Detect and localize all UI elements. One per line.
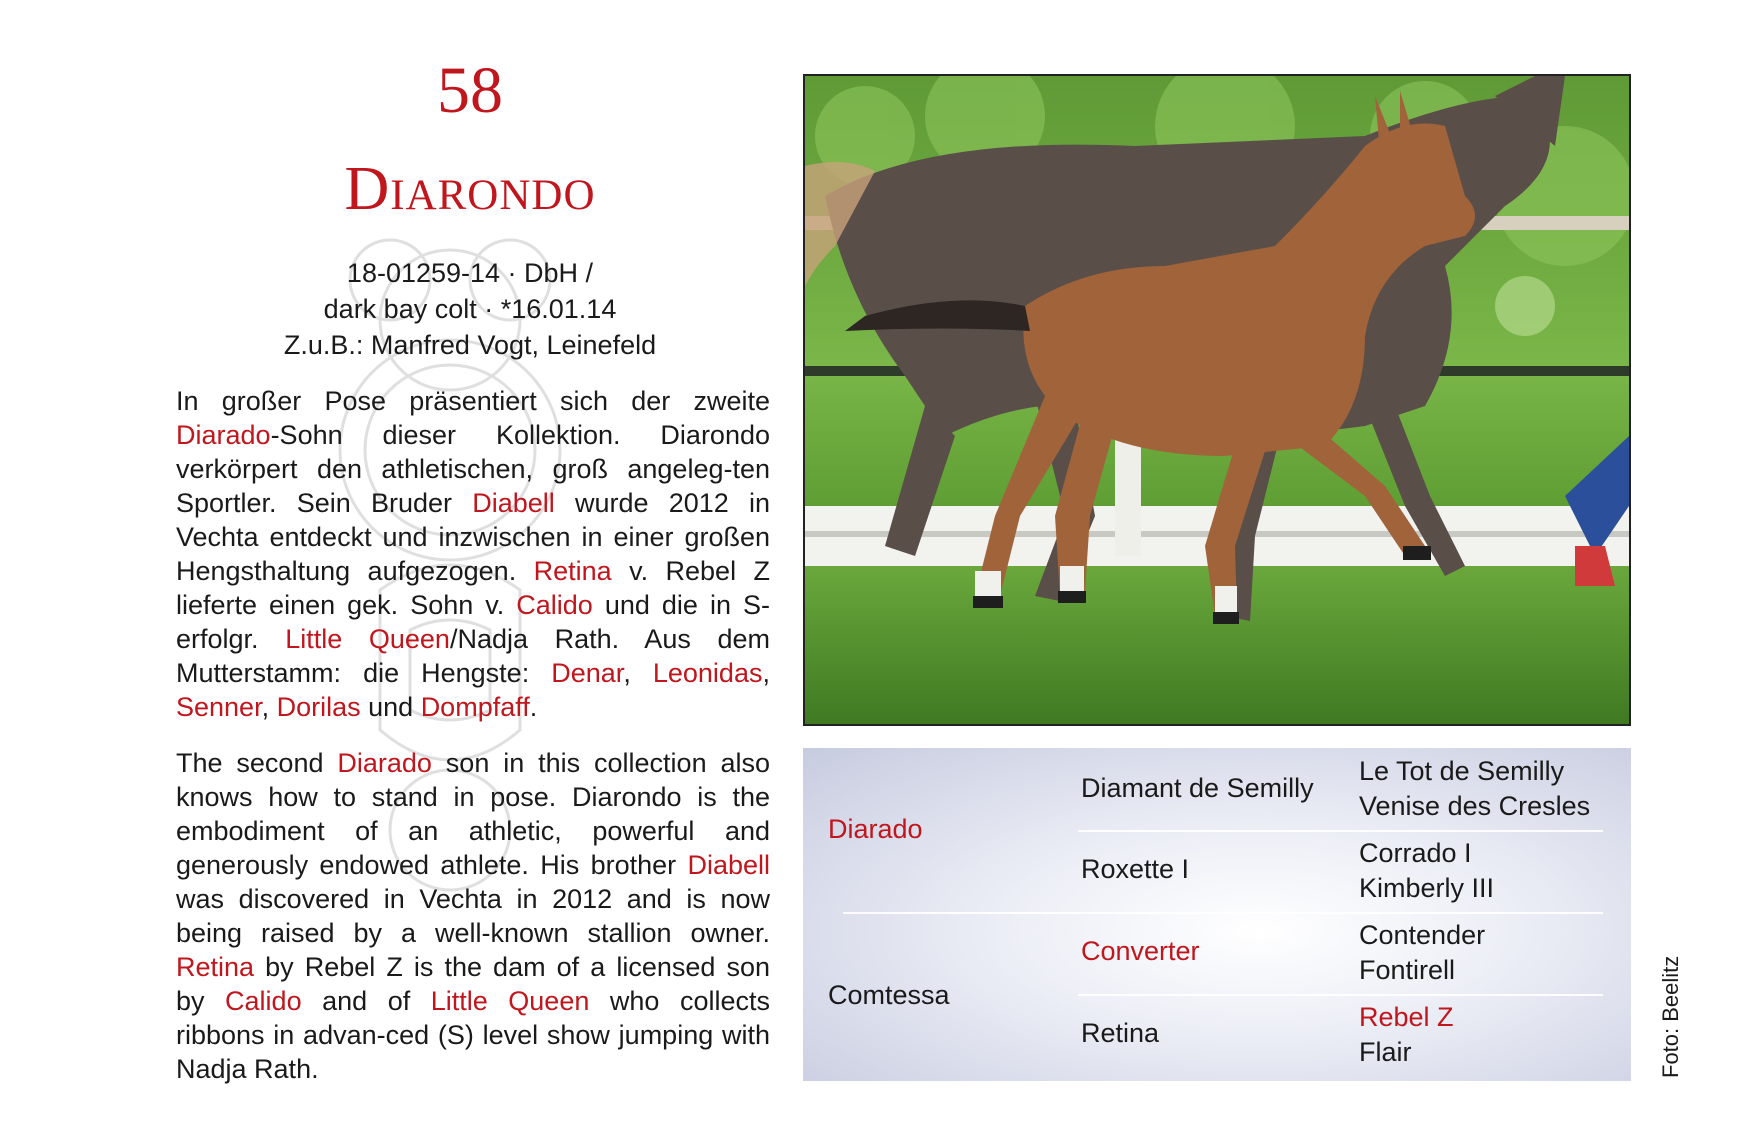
color-birthdate-line: dark bay colt · *16.01.14 [323,294,617,324]
text-segment: und [360,692,421,722]
text-segment: by Rebel Z is the dam of a licensed son by [176,952,770,1016]
pedigree-divider [843,912,1603,914]
horse-photo [803,74,1631,726]
horse-link-diarado: Diarado [337,748,432,778]
photo-illustration [805,76,1629,724]
horse-link-retina: Retina [533,556,612,586]
registration-line: 18-01259-14 · DbH / [346,258,594,288]
pedigree-g3-sss: Le Tot de Semilly [1359,756,1565,786]
pedigree-divider [1078,830,1603,832]
pedigree-dam-dam: Retina [1081,1018,1160,1048]
pedigree-g3-sdd: Kimberly III [1359,873,1495,903]
pedigree-sire: Diarado [828,814,923,844]
text-segment: , [762,658,770,688]
horse-link-diabell: Diabell [472,488,555,518]
text-segment: /Nadja Rath. Aus dem Mutterstamm: die Hengste: [176,624,770,688]
pedigree-divider [1078,994,1603,996]
horse-link-senner: Senner [176,692,262,722]
horse-link-dompfaff: Dompfaff [420,692,530,722]
pedigree-g3-dds: Rebel Z [1359,1002,1454,1032]
horse-link-denar: Denar [551,658,624,688]
horse-details [160,255,780,363]
pedigree-g3-ssd: Venise des Cresles [1359,791,1591,821]
text-segment: v. Rebel Z lieferte einen gek. Sohn v. [176,556,770,620]
pedigree-sire-dam: Roxette I [1081,854,1190,884]
pedigree-g3-dss: Contender [1359,920,1486,950]
horse-link-diabell: Diabell [687,850,770,880]
horse-link-calido: Calido [516,590,593,620]
horse-link-retina: Retina [176,952,255,982]
pedigree-g3-ddd: Flair [1359,1037,1412,1067]
pedigree-table [803,748,1631,1081]
text-segment: , [623,658,653,688]
horse-name: Diarondo [344,155,596,223]
text-segment: In großer Pose präsentiert sich der zweite [176,386,770,416]
photo-credit: Foto: Beelitz [1658,955,1683,1078]
horse-link-little-queen: Little Queen [430,986,590,1016]
horse-link-calido: Calido [225,986,302,1016]
horse-link-little-queen: Little Queen [285,624,450,654]
pedigree-dam-sire: Converter [1081,936,1200,966]
horse-link-dorilas: Dorilas [276,692,361,722]
text-segment: . [529,692,538,722]
breeder-line: Z.u.B.: Manfred Vogt, Leinefeld [283,330,657,360]
horse-link-leonidas: Leonidas [652,658,763,688]
lot-number: 58 [437,54,503,127]
text-segment: -Sohn dieser Kollektion. Diarondo verkörpert den athletischen, groß angeleg-ten Sportler. Sein Bruder [176,420,770,518]
description-german [176,384,770,724]
text-segment: wurde 2012 in Vechta entdeckt und inzwischen in einer großen Hengsthaltung aufgezogen. [176,488,770,586]
text-segment: , [261,692,277,722]
pedigree-dam: Comtessa [828,980,950,1010]
text-segment: The second [176,748,338,778]
pedigree-g3-dsd: Fontirell [1359,955,1456,985]
text-segment: son in this collection also knows how to stand in pose. Diarondo is the embodiment of an athletic, powerful and generously endowed athlete. His brother [176,748,770,880]
description-english [176,746,770,1086]
text-segment: and of [301,986,431,1016]
text-segment: who collects ribbons in advan-ced (S) level show jumping with Nadja Rath. [176,986,770,1084]
pedigree-sire-sire: Diamant de Semilly [1081,773,1314,803]
pedigree-g3-sds: Corrado I [1359,838,1472,868]
text-segment: und die in S-erfolgr. [176,590,770,654]
text-segment: was discovered in Vechta in 2012 and is now being raised by a well-known stallion owner. [176,884,770,948]
horse-link-diarado: Diarado [176,420,271,450]
